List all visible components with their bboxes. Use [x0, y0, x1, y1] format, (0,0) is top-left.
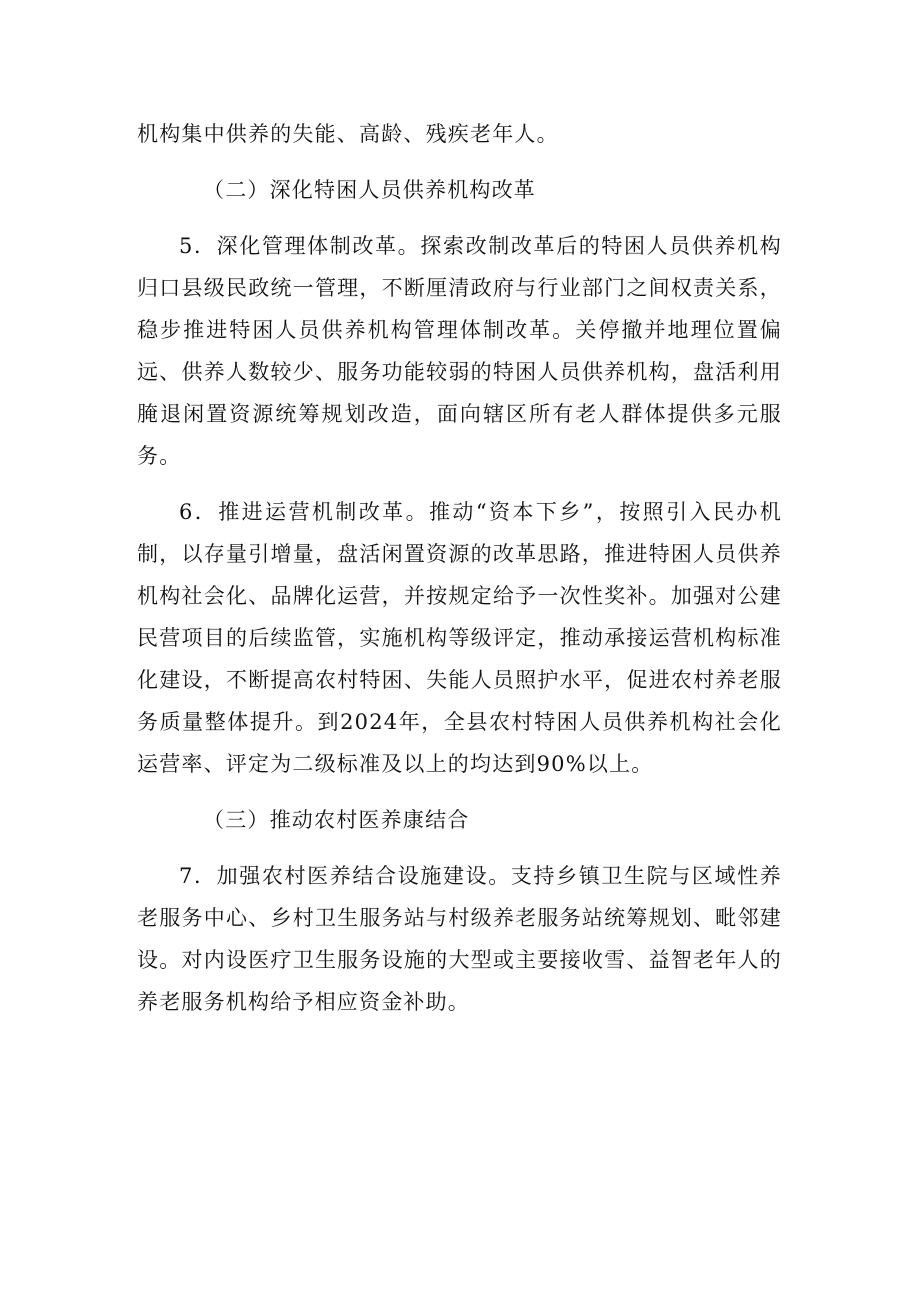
- paragraph-item-5: 5．深化管理体制改革。探索改制改革后的特困人员供养机构归口县级民政统一管理，不断厘清政府与行业部门之间权责关系，稳步推进特困人员供养机构管理体制改革。关停撤并地理位置偏远、供养人数较少、服务功能较弱的特困人员供养机构，盘活利用腌退闲置资源统筹规划改造，面向辖区所有老人群体提供多元服务。: [137, 234, 782, 468]
- paragraph-item-6: 6．推进运营机制改革。推动“资本下乡”，按照引入民办机制，以存量引增量，盘活闲置资源的改革思路，推进特困人员供养机构社会化、品牌化运营，并按规定给予一次性奖补。加强对公建民营项目的后续监管，实施机构等级评定，推动承接运营机构标准化建设，不断提高农村特困、失能人员照护水平，促进农村养老服务质量整体提升。到2024年，全县农村特困人员供养机构社会化运营率、评定为二级标准及以上的均达到90%以上。: [137, 500, 782, 776]
- section-heading-3: （三）推动农村医养康结合: [203, 808, 470, 832]
- paragraph-item-7: 7．加强农村医养结合设施建设。支持乡镇卫生院与区域性养老服务中心、乡村卫生服务站与村级养老服务站统筹规划、毗邻建设。对内设医疗卫生服务设施的大型或主要接收雪、益智老年人的养老服务机构给予相应资金补助。: [137, 864, 782, 1014]
- section-heading-2: （二）深化特困人员供养机构改革: [203, 178, 536, 202]
- document-body: [137, 113, 782, 1037]
- paragraph-continued: 机构集中供养的失能、高龄、残疾老年人。: [137, 122, 559, 146]
